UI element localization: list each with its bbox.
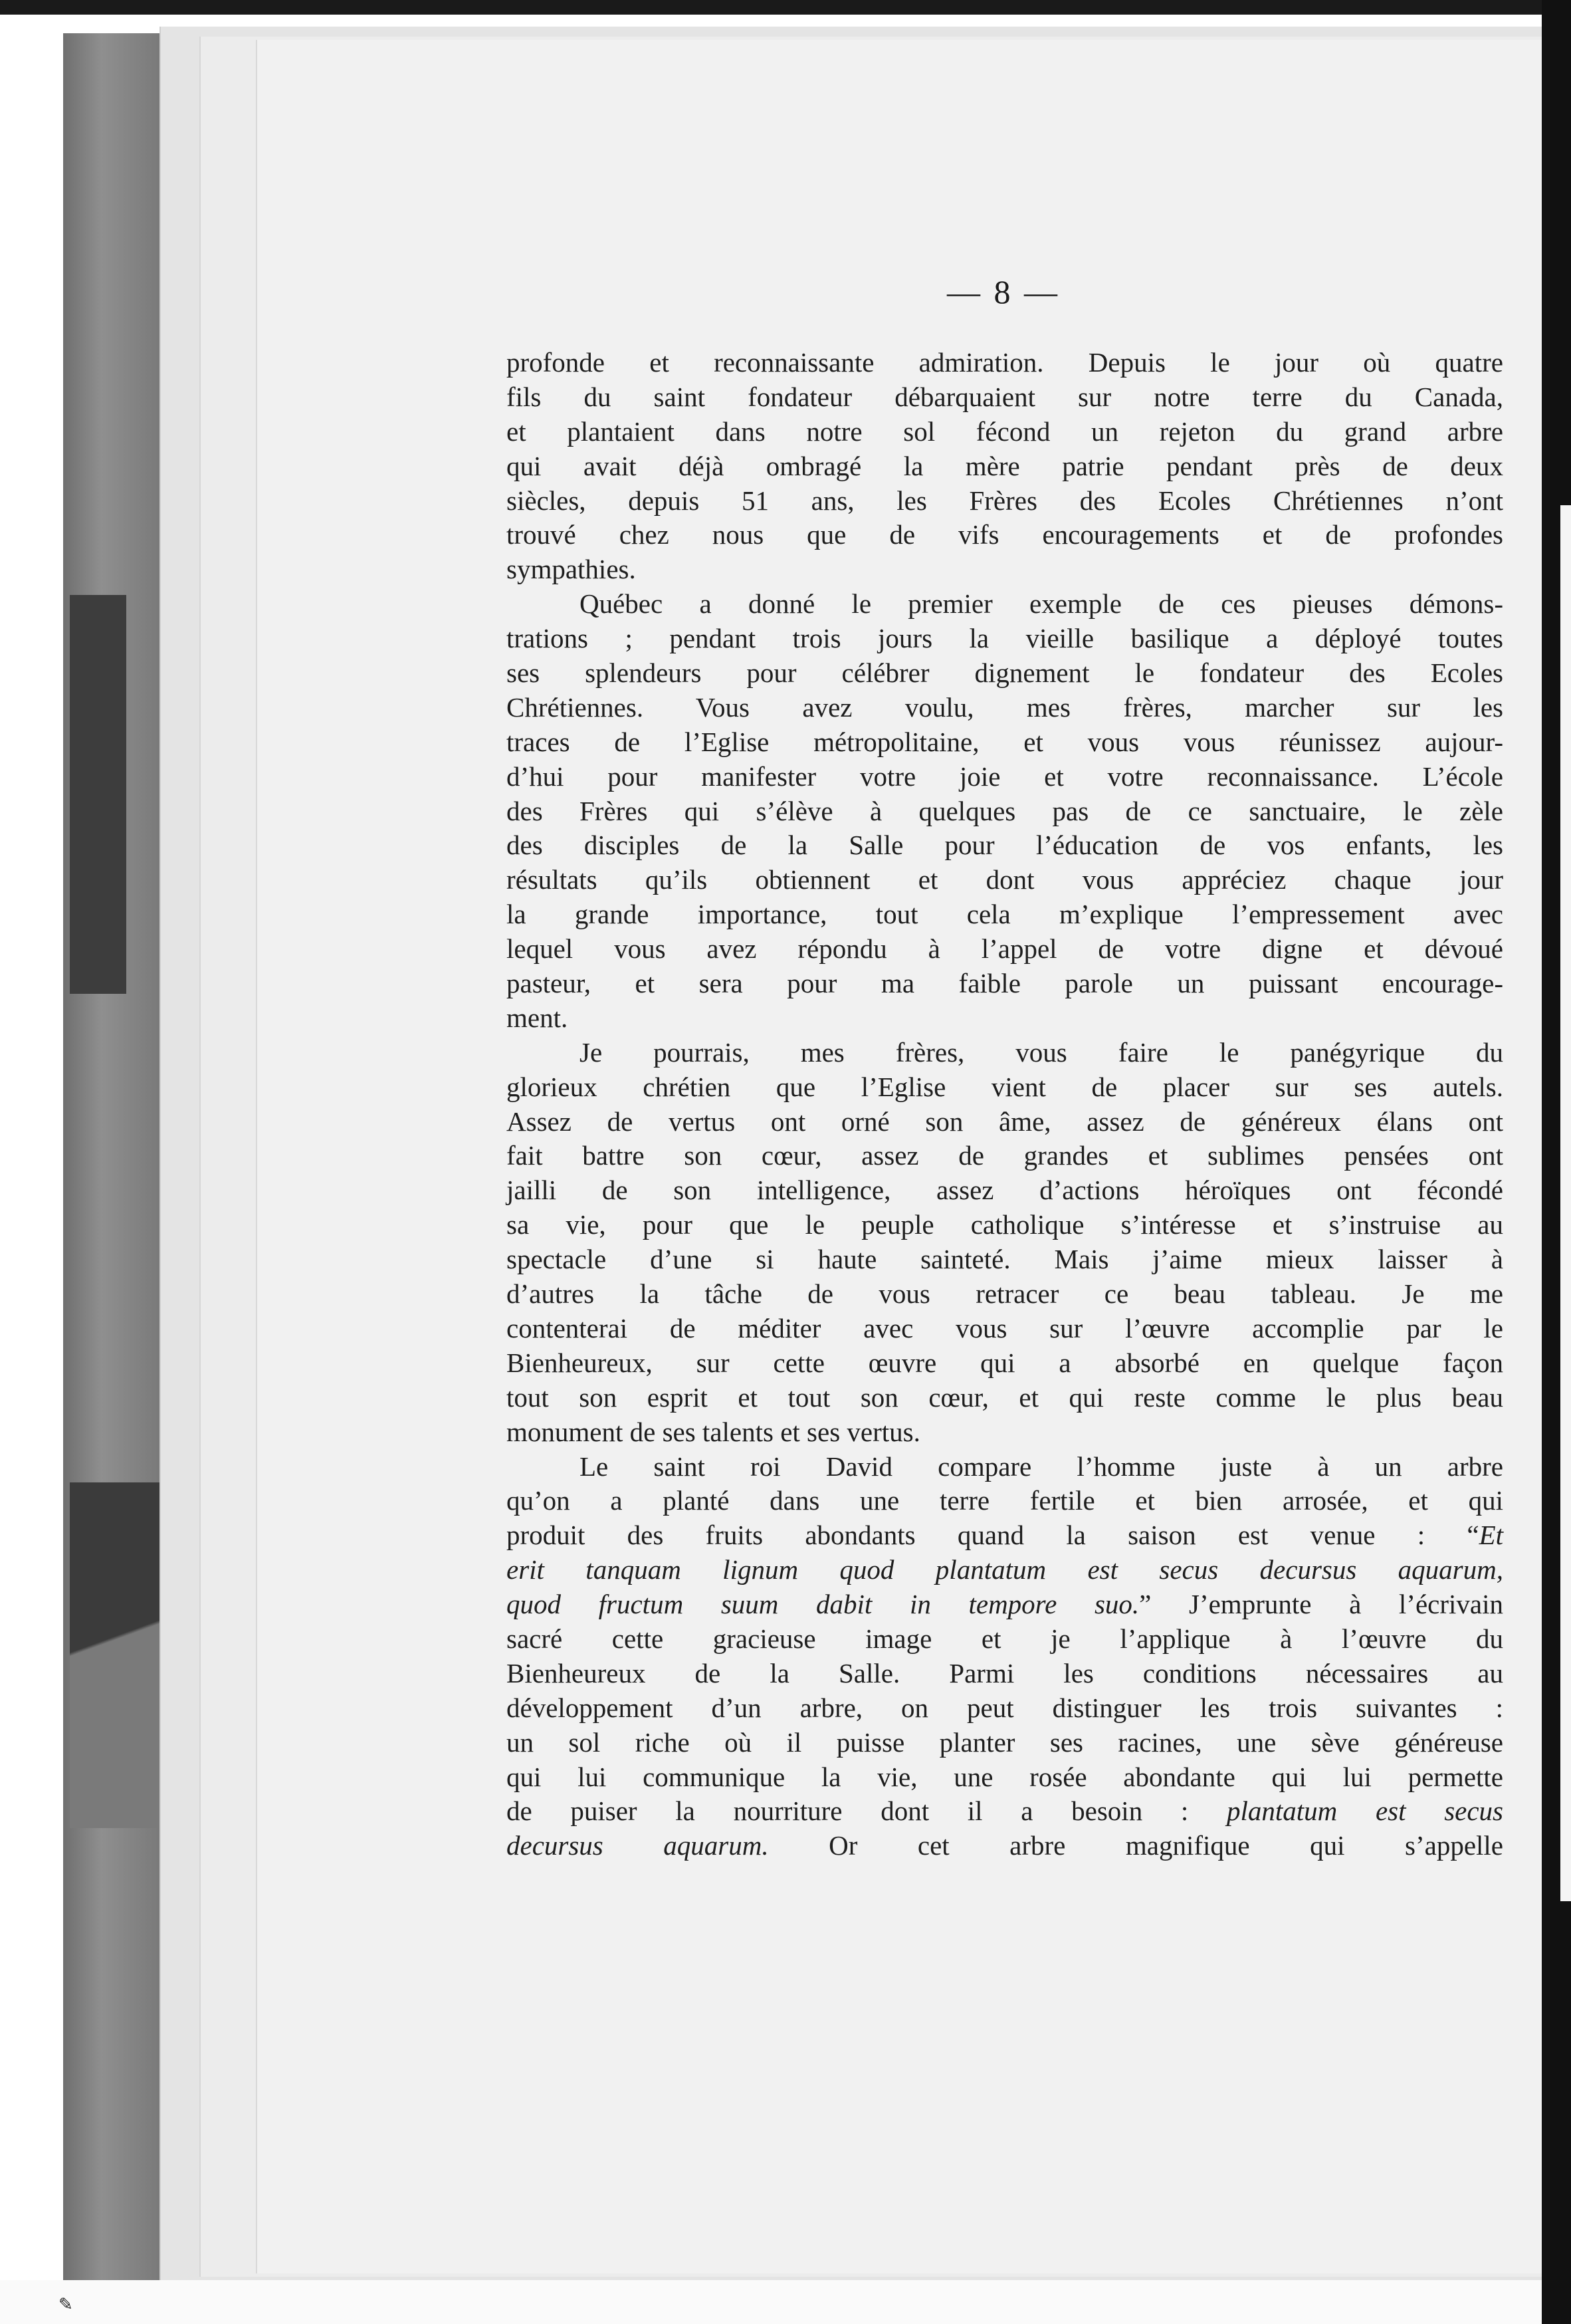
text-line — [506, 1381, 1503, 1415]
text-span: tout son esprit et tout son cœur, et qui reste comme le plus beau — [506, 1381, 1503, 1413]
text-line — [506, 760, 1503, 794]
text-span: d’hui pour manifester votre joie et votre reconnaissance. L’école — [506, 760, 1503, 792]
corner-mark-icon: ✎ — [58, 2295, 73, 2314]
text-line — [506, 380, 1503, 415]
text-span: sacré cette gracieuse image et je l’applique à l’œuvre du — [506, 1623, 1503, 1654]
facing-page-bleed — [1560, 505, 1571, 1901]
text-span: fait battre son cœur, assez de grandes et sublimes pensées ont — [506, 1140, 1503, 1171]
text-span: Bienheureux, sur cette œuvre qui a absorbé en quelque façon — [506, 1347, 1503, 1378]
text-span: monument de ses talents et ses vertus. — [506, 1416, 920, 1447]
text-span: traces de l’Eglise métropolitaine, et vous vous réunissez aujour- — [506, 726, 1503, 757]
latin-quote: decursus aquarum. — [506, 1830, 769, 1861]
text-span: trouvé chez nous que de vifs encouragements et de profondes — [506, 519, 1503, 550]
text-line — [506, 484, 1503, 519]
text-span: produit des fruits abondants quand la saison est venue : “ — [506, 1520, 1479, 1551]
text-line — [506, 449, 1503, 484]
text-span: sympathies. — [506, 554, 636, 585]
text-line — [506, 691, 1503, 725]
text-span: ” J’emprunte à l’écrivain — [1139, 1589, 1503, 1620]
text-line — [506, 1829, 1503, 1863]
text-line — [506, 967, 1503, 1001]
text-line — [506, 897, 1503, 932]
text-line — [506, 1277, 1503, 1312]
text-span: fils du saint fondateur débarquaient sur notre terre du Canada, — [506, 381, 1503, 412]
text-line — [506, 1036, 1503, 1070]
text-line — [506, 1139, 1503, 1173]
text-span: Le saint roi David compare l’homme juste à un arbre — [579, 1451, 1503, 1482]
text-span: qu’on a planté dans une terre fertile et bien arrosée, et qui — [506, 1485, 1503, 1516]
text-span: qui avait déjà ombragé la mère patrie pendant près de deux — [506, 450, 1503, 481]
text-span: contenterai de méditer avec vous sur l’œuvre accomplie par le — [506, 1312, 1503, 1343]
text-span: Québec a donné le premier exemple de ces pieuses démons- — [579, 588, 1503, 620]
text-span: Or cet arbre magnifique qui s’appelle — [768, 1830, 1503, 1861]
text-span: et plantaient dans notre sol fécond un rejeton du grand arbre — [506, 415, 1503, 447]
text-span: trations ; pendant trois jours la vieille basilique a déployé toutes — [506, 623, 1503, 654]
text-span: un sol riche où il puisse planter ses racines, une sève généreuse — [506, 1726, 1503, 1758]
text-line — [506, 1070, 1503, 1105]
text-span: ses splendeurs pour célébrer dignement le fondateur des Ecoles — [506, 657, 1503, 689]
text-span: sa vie, pour que le peuple catholique s’intéresse et s’instruise au — [506, 1209, 1503, 1240]
scanner-shadow-wedge — [70, 1482, 159, 1828]
text-line — [506, 1450, 1503, 1484]
text-span: profonde et reconnaissante admiration. Depuis le jour où quatre — [506, 347, 1503, 378]
text-line — [506, 1242, 1503, 1277]
text-line — [506, 1760, 1503, 1795]
text-line — [506, 1484, 1503, 1518]
text-span: lequel vous avez répondu à l’appel de votre digne et dévoué — [506, 933, 1503, 965]
text-line — [506, 1553, 1503, 1587]
text-line — [506, 622, 1503, 656]
text-line — [506, 1001, 1503, 1036]
scanner-top-border — [0, 0, 1571, 15]
text-line — [506, 415, 1503, 449]
text-span: pasteur, et sera pour ma faible parole un puissant encourage- — [506, 968, 1503, 999]
text-line — [506, 1622, 1503, 1657]
text-span: Chrétiennes. Vous avez voulu, mes frères, marcher sur les — [506, 691, 1503, 723]
text-span: résultats qu’ils obtiennent et dont vous appréciez chaque jour — [506, 864, 1503, 895]
text-line — [506, 725, 1503, 760]
text-line — [506, 932, 1503, 967]
scanner-bottom-band — [0, 2280, 1542, 2324]
text-span: ment. — [506, 1002, 568, 1033]
text-line — [506, 552, 1503, 587]
text-span: qui lui communique la vie, une rosée abondante qui lui permette — [506, 1761, 1503, 1792]
text-span: d’autres la tâche de vous retracer ce beau tableau. Je me — [506, 1278, 1503, 1310]
text-line — [506, 1657, 1503, 1691]
text-span: développement d’un arbre, on peut distinguer les trois suivantes : — [506, 1692, 1503, 1723]
text-span: siècles, depuis 51 ans, les Frères des Ecoles Chrétiennes n’ont — [506, 485, 1503, 516]
page-number: — 8 — — [947, 273, 1060, 310]
text-line — [506, 1105, 1503, 1139]
latin-quote: Et — [1479, 1520, 1503, 1551]
latin-quote: erit tanquam lignum quod plantatum est secus decursus aquarum, — [506, 1554, 1503, 1585]
text-line — [506, 863, 1503, 897]
text-line — [506, 1726, 1503, 1760]
text-line — [506, 1346, 1503, 1381]
text-span: la grande importance, tout cela m’explique l’empressement avec — [506, 899, 1503, 930]
text-line — [506, 346, 1503, 380]
text-line — [506, 1691, 1503, 1726]
text-line — [506, 794, 1503, 829]
text-line — [506, 1587, 1503, 1622]
text-line — [506, 1173, 1503, 1208]
text-span: des Frères qui s’élève à quelques pas de ce sanctuaire, le zèle — [506, 795, 1503, 826]
text-line — [506, 656, 1503, 691]
latin-quote: quod fructum suum dabit in tempore suo. — [506, 1589, 1140, 1620]
text-line — [506, 518, 1503, 552]
text-span: spectacle d’une si haute sainteté. Mais j’aime mieux laisser à — [506, 1244, 1503, 1275]
text-span: Assez de vertus ont orné son âme, assez de généreux élans ont — [506, 1105, 1503, 1137]
text-line — [506, 1415, 1503, 1450]
text-line — [506, 587, 1503, 622]
text-span: jailli de son intelligence, assez d’actions héroïques ont fécondé — [506, 1175, 1503, 1206]
text-span: de puiser la nourriture dont il a besoin : — [506, 1796, 1227, 1827]
text-line — [506, 828, 1503, 863]
text-span: Je pourrais, mes frères, vous faire le panégyrique du — [579, 1036, 1503, 1068]
text-line — [506, 1794, 1503, 1829]
scanner-left-edge — [63, 33, 159, 2280]
text-span: des disciples de la Salle pour l’éducation de vos enfants, les — [506, 830, 1503, 861]
text-line — [506, 1312, 1503, 1346]
scanner-shadow-block — [70, 595, 126, 994]
text-line — [506, 1208, 1503, 1242]
body-text — [506, 346, 1503, 1863]
text-span: glorieux chrétien que l’Eglise vient de placer sur ses autels. — [506, 1071, 1503, 1102]
text-span: Bienheureux de la Salle. Parmi les conditions nécessaires au — [506, 1657, 1503, 1688]
text-line — [506, 1518, 1503, 1553]
latin-quote: plantatum est secus — [1226, 1796, 1504, 1827]
